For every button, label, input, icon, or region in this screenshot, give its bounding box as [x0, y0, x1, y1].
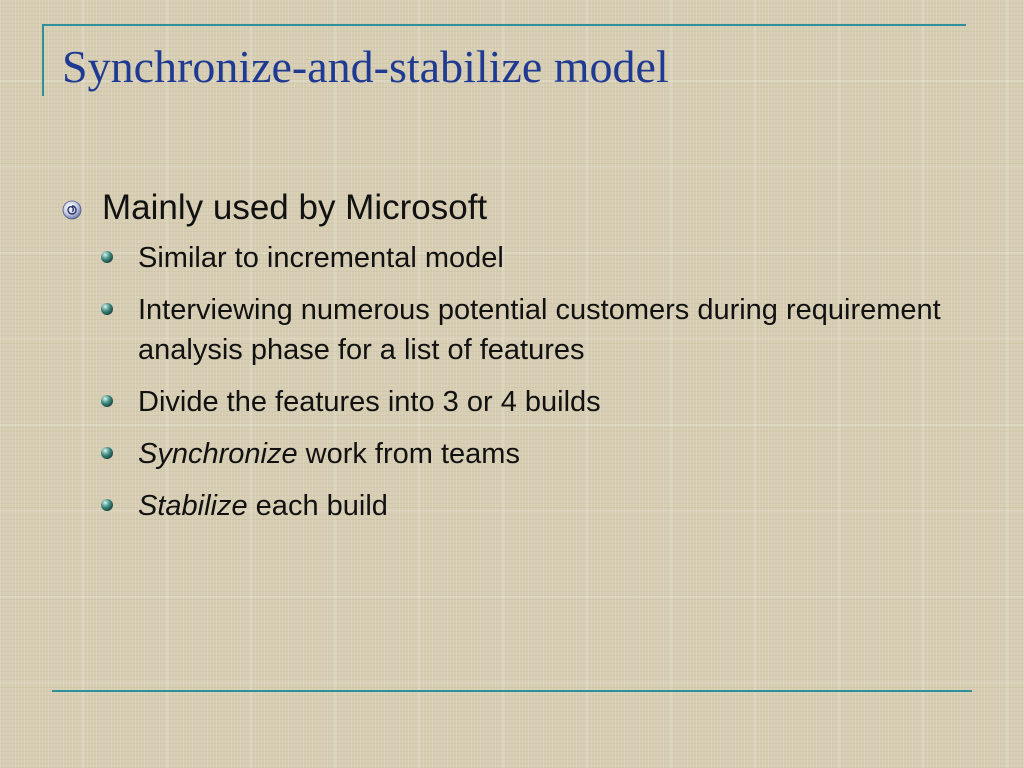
slide-title: Synchronize-and-stabilize model	[62, 41, 669, 92]
sphere-bullet-icon	[100, 250, 114, 264]
sub-bullet-list	[60, 238, 990, 526]
sphere-bullet-icon	[100, 302, 114, 316]
bullet-text: Mainly used by Microsoft	[102, 188, 488, 227]
sphere-bullet-icon	[100, 394, 114, 408]
sub-bullet-emphasis: Synchronize	[138, 437, 298, 470]
sub-bullet	[60, 434, 990, 474]
swirl-bullet-icon	[62, 200, 82, 220]
sub-bullet-text: Similar to incremental model	[138, 241, 504, 274]
bottom-rule	[52, 690, 972, 692]
sphere-bullet-icon	[100, 446, 114, 460]
sphere-bullet-icon	[100, 498, 114, 512]
sub-bullet-text: each build	[247, 489, 388, 522]
bullet-level1	[60, 186, 990, 230]
sub-bullet-text: work from teams	[297, 437, 520, 470]
sub-bullet-text: Interviewing numerous potential customers during requirement analysis phase for a list of features	[138, 293, 941, 366]
sub-bullet	[60, 486, 990, 526]
sub-bullet	[60, 290, 990, 370]
top-rule	[44, 24, 966, 26]
sub-bullet	[60, 238, 990, 278]
left-rule	[42, 24, 44, 96]
sub-bullet-emphasis: Stabilize	[138, 489, 248, 522]
slide-content	[60, 186, 990, 538]
sub-bullet	[60, 382, 990, 422]
sub-bullet-text: Divide the features into 3 or 4 builds	[138, 385, 601, 418]
